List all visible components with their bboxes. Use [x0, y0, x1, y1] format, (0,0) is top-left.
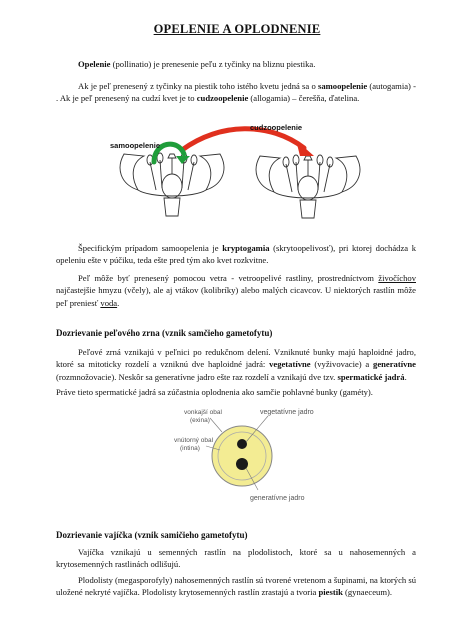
pollen-grain-outer-wall: [212, 426, 272, 486]
underlined-zivocichov: živočíchov: [378, 273, 416, 283]
page-title: OPELENIE A OPLODNENIE: [153, 22, 321, 36]
label-samoopelenie: samoopelenie: [110, 141, 161, 150]
self-pollination-arrowhead: [176, 156, 190, 164]
term-generativne: generatívne: [373, 359, 416, 370]
paragraph-pollination-definition: Opelenie (pollinatio) je prenesenie peľu z tyčinky na bliznu piestika.: [78, 59, 316, 69]
paragraph-self-cross-pollination: Ak je peľ prenesený z tyčinky na piestik toho istého kvetu jedná sa o samoopelenie (autogamia) - . Ak je peľ prenesený na cudzí kvet je to cudzoopelenie (allogamia) – čerešňa, ďatelina.: [56, 81, 416, 104]
flower-right-illustration: [256, 155, 360, 218]
label-generative-nucleus: generatívne jadro: [250, 495, 305, 502]
label-inner-wall-intina: (intina): [180, 445, 200, 452]
term-kryptogamia: kryptogamia: [222, 243, 270, 253]
section-heading-pollen: Dozrievanie peľového zrna (vznik samčieho gametofytu): [56, 328, 273, 338]
term-piestik: piestik: [318, 587, 343, 598]
paragraph-cryptogamy: Špecifickým prípadom samoopelenia je kryptogamia (skrytoopelivosť), pri ktorej dochádza k opeleniu ešte v púčiku, teda ešte pred tým ako kvet rozkvitne.: [56, 243, 416, 266]
label-cudzoopelenie: cudzoopelenie: [250, 123, 303, 132]
paragraph-pollen-vectors: Peľ môže byť prenesený pomocou vetra - vetroopelivé rastliny, prostredníctvom živočíchov najčastejšie hmyzu (včely), ale aj vtákov (kolibríky) alebo malých cicavcov. U niektorých rastlín môže peľ preniesť voda.: [56, 273, 416, 308]
paragraph-ovule-origin: Vajíčka vznikajú u semenných rastlín na plodolistoch, ktoré sa u nahosemenných a krytosemenných rastlinách odlišujú.: [56, 547, 416, 570]
section-heading-ovule: Dozrievanie vajíčka (vznik samičieho gametofytu): [56, 530, 248, 540]
pollen-grain-diagram: [150, 406, 330, 506]
term-opelenie: Opelenie: [78, 59, 111, 69]
vegetative-nucleus: [237, 439, 247, 449]
pollination-diagram: [110, 118, 370, 226]
paragraph-carpels: Plodolisty (megasporofyly) nahosemenných rastlín sú tvorené vretenom a šupinami, na ktorých sú uložené nekryté vajíčka. Plodolisty krytosemenných rastlín zrastajú a tvoria piestik (gynaeceum).: [56, 575, 416, 598]
underlined-voda: voda: [100, 297, 118, 308]
label-inner-wall: vnútorný obal: [174, 437, 214, 444]
label-outer-wall: vonkajší obal: [184, 409, 222, 416]
label-outer-wall-exina: (exina): [190, 417, 210, 424]
term-samoopelenie: samoopelenie: [317, 81, 368, 91]
term-spermaticke-jadra: spermatické jadrá: [337, 371, 405, 382]
paragraph-pollen-maturation: Peľové zrná vznikajú v peľnici po redukčnom delení. Vzniknuté bunky majú haploidné jadro, ktoré sa mitoticky rozdelí a vzniknú dve haploidné jadrá: vegetatívne (vyživovacie) a generatívne (rozmnožovacie). Neskôr sa generatívne jadro ešte raz rozdelí a vznikajú dve tzv. spermatické jadrá.: [56, 347, 416, 382]
term-vegetativne: vegetatívne: [269, 359, 311, 370]
label-vegetative-nucleus: vegetatívne jadro: [260, 409, 314, 416]
paragraph-sperm-nuclei: Práve tieto spermatické jadrá sa zúčastnia oplodnenia ako samčie pohlavné bunky (gaméty).: [56, 387, 373, 397]
term-cudzoopelenie: cudzoopelenie: [196, 93, 249, 104]
flower-left-illustration: [120, 153, 224, 216]
